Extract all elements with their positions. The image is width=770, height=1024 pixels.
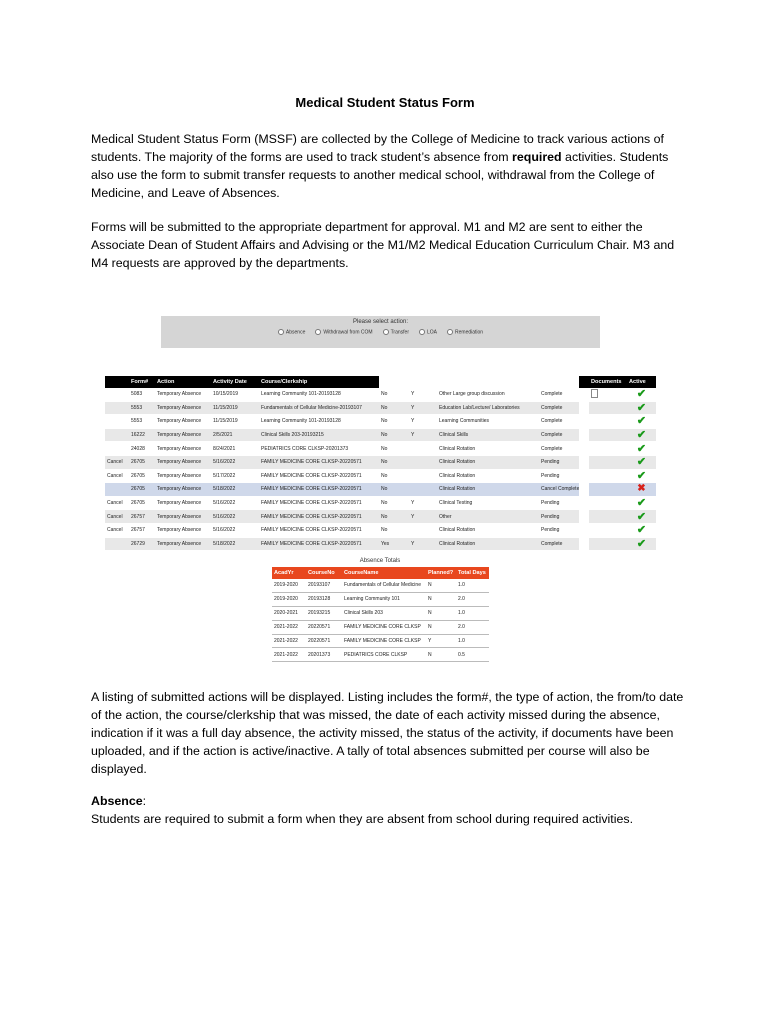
header-spacer bbox=[579, 376, 589, 388]
planned-flag: N bbox=[426, 606, 456, 620]
cancel-link[interactable]: Cancel bbox=[105, 510, 129, 524]
documents-cell bbox=[589, 510, 627, 524]
absence-row bbox=[272, 606, 489, 620]
status-text: Pending bbox=[539, 469, 579, 483]
activity-name: Clinical Rotation bbox=[437, 455, 539, 469]
action-type: Temporary Absence bbox=[155, 442, 211, 456]
acad-year: 2021-2022 bbox=[272, 648, 306, 662]
table-row bbox=[105, 442, 656, 456]
active-cell bbox=[627, 483, 656, 497]
action-type: Temporary Absence bbox=[155, 401, 211, 415]
status-text: Cancel Complete bbox=[539, 483, 579, 497]
active-cell bbox=[627, 523, 656, 537]
course-name: Learning Community 101-20193128 bbox=[259, 388, 379, 401]
status-text: Complete bbox=[539, 415, 579, 429]
table-row bbox=[105, 483, 656, 497]
total-days: 1.0 bbox=[456, 634, 489, 648]
active-check-icon: ✔ bbox=[636, 537, 647, 550]
form-number: 24028 bbox=[129, 442, 155, 456]
action-type: Temporary Absence bbox=[155, 455, 211, 469]
absence-header-row bbox=[272, 567, 489, 579]
activity-name: Clinical Rotation bbox=[437, 523, 539, 537]
intro-paragraph bbox=[91, 130, 686, 202]
active-cell bbox=[627, 510, 656, 524]
absence-heading: Absence bbox=[91, 794, 143, 808]
full-day: No bbox=[379, 455, 409, 469]
course-name: FAMILY MEDICINE CORE CLKSP-20220571 bbox=[259, 523, 379, 537]
active-check-icon: ✔ bbox=[636, 401, 647, 414]
cancel-link bbox=[105, 428, 129, 442]
active-cell bbox=[627, 388, 656, 401]
activity-name: Clinical Rotation bbox=[437, 483, 539, 497]
cancel-link bbox=[105, 388, 129, 401]
documents-cell bbox=[589, 401, 627, 415]
cancel-link bbox=[105, 483, 129, 497]
activity-date: 5/18/2022 bbox=[211, 537, 259, 551]
absence-row bbox=[272, 648, 489, 662]
active-check-icon: ✔ bbox=[636, 442, 647, 455]
planned-flag: N bbox=[426, 592, 456, 606]
status-text: Pending bbox=[539, 510, 579, 524]
absence-section bbox=[91, 792, 686, 828]
full-day: No bbox=[379, 401, 409, 415]
cancel-link[interactable]: Cancel bbox=[105, 469, 129, 483]
documents-cell bbox=[589, 442, 627, 456]
missed-flag: Y bbox=[409, 537, 437, 551]
documents-cell bbox=[589, 428, 627, 442]
cancel-link[interactable]: Cancel bbox=[105, 523, 129, 537]
missed-flag bbox=[409, 469, 437, 483]
action-select-panel bbox=[161, 316, 600, 348]
cancel-link[interactable]: Cancel bbox=[105, 496, 129, 510]
course-name: FAMILY MEDICINE CORE CLKSP-20220571 bbox=[259, 537, 379, 551]
action-option-loa[interactable]: LOA bbox=[419, 329, 437, 335]
form-number: 26705 bbox=[129, 455, 155, 469]
activity-date: 10/15/2019 bbox=[211, 388, 259, 401]
form-number: 26757 bbox=[129, 510, 155, 524]
missed-flag bbox=[409, 483, 437, 497]
absence-heading-colon: : bbox=[142, 794, 147, 808]
activity-date: 5/16/2022 bbox=[211, 523, 259, 537]
form-number: 26705 bbox=[129, 469, 155, 483]
documents-cell bbox=[589, 496, 627, 510]
missed-flag bbox=[409, 455, 437, 469]
radio-icon[interactable] bbox=[315, 329, 321, 335]
header-acadyr: AcadYr bbox=[272, 567, 306, 579]
header-course: Course/Clerkship bbox=[259, 376, 379, 388]
course-name: Fundamentals of Cellular Medicine bbox=[342, 579, 426, 592]
radio-icon[interactable] bbox=[419, 329, 425, 335]
missed-flag: Y bbox=[409, 428, 437, 442]
form-number: 26729 bbox=[129, 537, 155, 551]
course-name: Clinical Skills 203-20193215 bbox=[259, 428, 379, 442]
activity-name: Clinical Rotation bbox=[437, 537, 539, 551]
activity-name: Clinical Rotation bbox=[437, 469, 539, 483]
missed-flag: Y bbox=[409, 415, 437, 429]
header-documents: Documents bbox=[589, 376, 627, 388]
documents-cell bbox=[589, 469, 627, 483]
activity-name: Learning Communities bbox=[437, 415, 539, 429]
course-name: FAMILY MEDICINE CORE CLKSP bbox=[342, 634, 426, 648]
course-name: Clinical Skills 203 bbox=[342, 606, 426, 620]
header-activity-date: Activity Date bbox=[211, 376, 259, 388]
submitted-actions-table bbox=[105, 376, 656, 551]
cancel-link bbox=[105, 442, 129, 456]
activity-date: 5/17/2022 bbox=[211, 469, 259, 483]
activity-date: 8/24/2021 bbox=[211, 442, 259, 456]
documents-cell bbox=[589, 415, 627, 429]
absence-totals-caption: Absence Totals bbox=[359, 558, 401, 564]
missed-flag: Y bbox=[409, 401, 437, 415]
status-text: Complete bbox=[539, 428, 579, 442]
document-icon[interactable] bbox=[591, 389, 598, 398]
course-name: FAMILY MEDICINE CORE CLKSP bbox=[342, 620, 426, 634]
full-day: No bbox=[379, 428, 409, 442]
total-days: 1.0 bbox=[456, 579, 489, 592]
cancel-link bbox=[105, 537, 129, 551]
status-text: Pending bbox=[539, 455, 579, 469]
course-number: 20193128 bbox=[306, 592, 342, 606]
documents-cell[interactable] bbox=[589, 388, 627, 401]
active-cell bbox=[627, 455, 656, 469]
action-type: Temporary Absence bbox=[155, 523, 211, 537]
absence-row bbox=[272, 620, 489, 634]
action-type: Temporary Absence bbox=[155, 428, 211, 442]
intro-text-1: Medical Student Status Form (MSSF) are collected by the College of Medicine to track various actions of students. The majority of the forms are used to track student’s absence from bbox=[91, 132, 664, 164]
table-row bbox=[105, 455, 656, 469]
header-active: Active bbox=[627, 376, 656, 388]
form-number: 26705 bbox=[129, 483, 155, 497]
form-number: 16222 bbox=[129, 428, 155, 442]
activity-name: Clinical Skills bbox=[437, 428, 539, 442]
absence-totals-table bbox=[272, 567, 489, 662]
documents-cell bbox=[589, 537, 627, 551]
table-row bbox=[105, 537, 656, 551]
intro-bold-required: required bbox=[512, 150, 562, 164]
active-cell bbox=[627, 537, 656, 551]
action-options bbox=[161, 329, 600, 335]
header-planned: Planned? bbox=[426, 567, 456, 579]
listing-paragraph: A listing of submitted actions will be displayed. Listing includes the form#, the type of action, the from/to date of the action, the course/clerkship that was missed, the date of each activity missed during the absence, indication if it was a full day absence, the activity missed, the status of the activity, if documents have been uploaded, and if the action is active/inactive. A tally of total absences submitted per course will also be displayed. bbox=[91, 690, 684, 776]
planned-flag: N bbox=[426, 648, 456, 662]
course-name: PEDIATRICS CORE CLKSP-20201373 bbox=[259, 442, 379, 456]
table-row bbox=[105, 388, 656, 401]
header-total-days: Total Days bbox=[456, 567, 489, 579]
action-type: Temporary Absence bbox=[155, 415, 211, 429]
activity-name: Other Large group discussion bbox=[437, 388, 539, 401]
documents-cell bbox=[589, 483, 627, 497]
acad-year: 2020-2021 bbox=[272, 606, 306, 620]
total-days: 2.0 bbox=[456, 592, 489, 606]
documents-cell bbox=[589, 523, 627, 537]
course-name: FAMILY MEDICINE CORE CLKSP-20220571 bbox=[259, 483, 379, 497]
page-title: Medical Student Status Form bbox=[295, 95, 475, 110]
header-form-number: Form# bbox=[129, 376, 155, 388]
table-row bbox=[105, 510, 656, 524]
form-number: 5083 bbox=[129, 388, 155, 401]
header-coursename: CourseName bbox=[342, 567, 426, 579]
activity-date: 11/15/2019 bbox=[211, 401, 259, 415]
missed-flag: Y bbox=[409, 388, 437, 401]
absence-text: Students are required to submit a form when they are absent from school during required activities. bbox=[91, 812, 634, 826]
full-day: No bbox=[379, 523, 409, 537]
status-text: Complete bbox=[539, 388, 579, 401]
status-text: Pending bbox=[539, 523, 579, 537]
activity-date: 11/15/2019 bbox=[211, 415, 259, 429]
full-day: No bbox=[379, 442, 409, 456]
course-name: Learning Community 101-20193128 bbox=[259, 415, 379, 429]
approval-paragraph: Forms will be submitted to the appropriate department for approval. M1 and M2 are sent to either the Associate Dean of Student Affairs and Advising or the M1/M2 Medical Education Curriculum Chair. M3 and M4 requests are approved by the departments. bbox=[91, 220, 675, 270]
course-name: PEDIATRICS CORE CLKSP bbox=[342, 648, 426, 662]
radio-icon[interactable] bbox=[278, 329, 284, 335]
form-number: 26705 bbox=[129, 496, 155, 510]
active-check-icon: ✔ bbox=[636, 510, 647, 523]
status-text: Complete bbox=[539, 401, 579, 415]
missed-flag bbox=[409, 442, 437, 456]
absence-row bbox=[272, 634, 489, 648]
radio-icon[interactable] bbox=[383, 329, 389, 335]
total-days: 0.5 bbox=[456, 648, 489, 662]
active-check-icon: ✔ bbox=[636, 456, 647, 469]
inactive-x-icon: ✖ bbox=[637, 483, 646, 495]
activity-name: Education Lab/Lecture/ Laboratories bbox=[437, 401, 539, 415]
table-row bbox=[105, 415, 656, 429]
active-cell bbox=[627, 496, 656, 510]
form-number: 26757 bbox=[129, 523, 155, 537]
course-name: FAMILY MEDICINE CORE CLKSP-20220571 bbox=[259, 510, 379, 524]
table-row bbox=[105, 401, 656, 415]
radio-icon[interactable] bbox=[447, 329, 453, 335]
action-type: Temporary Absence bbox=[155, 483, 211, 497]
action-option-withdrawal[interactable]: Withdrawal from COM bbox=[315, 329, 372, 335]
action-option-absence[interactable]: Absence bbox=[278, 329, 305, 335]
active-cell bbox=[627, 401, 656, 415]
action-select-caption: Please select action: bbox=[352, 319, 409, 325]
full-day: No bbox=[379, 496, 409, 510]
cancel-link bbox=[105, 415, 129, 429]
missed-flag bbox=[409, 523, 437, 537]
acad-year: 2019-2020 bbox=[272, 592, 306, 606]
active-check-icon: ✔ bbox=[636, 524, 647, 537]
action-type: Temporary Absence bbox=[155, 469, 211, 483]
form-number: 5553 bbox=[129, 401, 155, 415]
action-type: Temporary Absence bbox=[155, 496, 211, 510]
form-number: 5553 bbox=[129, 415, 155, 429]
course-number: 20193107 bbox=[306, 579, 342, 592]
total-days: 2.0 bbox=[456, 620, 489, 634]
course-name: FAMILY MEDICINE CORE CLKSP-20220571 bbox=[259, 469, 379, 483]
active-check-icon: ✔ bbox=[636, 415, 647, 428]
course-name: Learning Community 101 bbox=[342, 592, 426, 606]
status-text: Complete bbox=[539, 442, 579, 456]
course-number: 20220571 bbox=[306, 634, 342, 648]
course-name: Fundamentals of Cellular Medicine-20193107 bbox=[259, 401, 379, 415]
full-day: No bbox=[379, 483, 409, 497]
acad-year: 2021-2022 bbox=[272, 620, 306, 634]
course-number: 20220571 bbox=[306, 620, 342, 634]
active-check-icon: ✔ bbox=[636, 497, 647, 510]
full-day: No bbox=[379, 469, 409, 483]
full-day: No bbox=[379, 388, 409, 401]
header-blank bbox=[105, 376, 129, 388]
intro-text-2: activities. Students also use the form to submit transfer requests to another medical school, withdrawal from the College of Medicine, and Leave of Absences. bbox=[91, 150, 669, 200]
active-check-icon: ✔ bbox=[636, 388, 647, 401]
documents-cell bbox=[589, 455, 627, 469]
missed-flag: Y bbox=[409, 510, 437, 524]
action-option-transfer[interactable]: Transfer bbox=[383, 329, 409, 335]
table-header-row bbox=[105, 376, 656, 388]
activity-date: 2/5/2021 bbox=[211, 428, 259, 442]
active-check-icon: ✔ bbox=[636, 469, 647, 482]
active-cell bbox=[627, 415, 656, 429]
total-days: 1.0 bbox=[456, 606, 489, 620]
activity-name: Clinical Rotation bbox=[437, 442, 539, 456]
absence-row bbox=[272, 579, 489, 592]
missed-flag: Y bbox=[409, 496, 437, 510]
action-type: Temporary Absence bbox=[155, 510, 211, 524]
activity-date: 5/16/2022 bbox=[211, 496, 259, 510]
planned-flag: N bbox=[426, 620, 456, 634]
full-day: Yes bbox=[379, 537, 409, 551]
activity-date: 5/18/2022 bbox=[211, 483, 259, 497]
status-text: Complete bbox=[539, 537, 579, 551]
planned-flag: Y bbox=[426, 634, 456, 648]
full-day: No bbox=[379, 415, 409, 429]
table-row bbox=[105, 496, 656, 510]
cancel-link[interactable]: Cancel bbox=[105, 455, 129, 469]
action-option-remediation[interactable]: Remediation bbox=[447, 329, 483, 335]
activity-name: Other bbox=[437, 510, 539, 524]
header-courseno: CourseNo bbox=[306, 567, 342, 579]
active-cell bbox=[627, 442, 656, 456]
active-check-icon: ✔ bbox=[636, 429, 647, 442]
course-number: 20193215 bbox=[306, 606, 342, 620]
course-number: 20201373 bbox=[306, 648, 342, 662]
status-text: Pending bbox=[539, 496, 579, 510]
header-action: Action bbox=[155, 376, 211, 388]
action-type: Temporary Absence bbox=[155, 537, 211, 551]
cancel-link bbox=[105, 401, 129, 415]
action-type: Temporary Absence bbox=[155, 388, 211, 401]
course-name: FAMILY MEDICINE CORE CLKSP-20220571 bbox=[259, 496, 379, 510]
table-row bbox=[105, 523, 656, 537]
active-cell bbox=[627, 428, 656, 442]
table-row bbox=[105, 469, 656, 483]
absence-row bbox=[272, 592, 489, 606]
table-row bbox=[105, 428, 656, 442]
planned-flag: N bbox=[426, 579, 456, 592]
active-cell bbox=[627, 469, 656, 483]
acad-year: 2019-2020 bbox=[272, 579, 306, 592]
activity-date: 5/16/2022 bbox=[211, 510, 259, 524]
acad-year: 2021-2022 bbox=[272, 634, 306, 648]
course-name: FAMILY MEDICINE CORE CLKSP-20220571 bbox=[259, 455, 379, 469]
full-day: No bbox=[379, 510, 409, 524]
activity-date: 5/16/2022 bbox=[211, 455, 259, 469]
activity-name: Clinical Testing bbox=[437, 496, 539, 510]
